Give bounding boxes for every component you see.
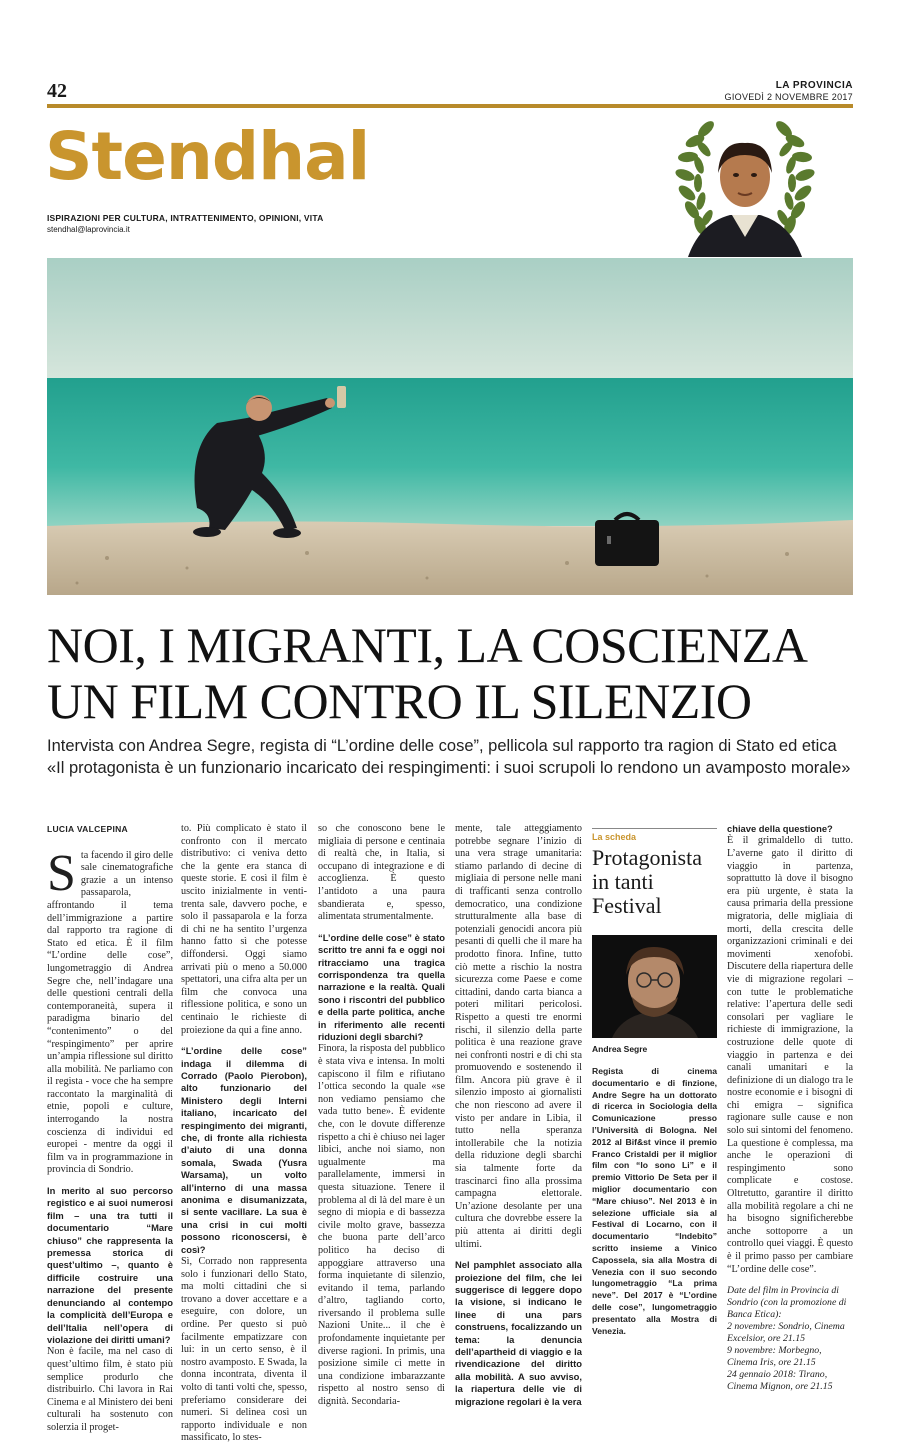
screening-dates-list: [727, 1321, 853, 1393]
masthead: [725, 80, 853, 102]
briefcase-icon: [595, 514, 659, 566]
sidebar-box: [592, 828, 717, 918]
subhead-line-2: «Il protagonista è un funzionario incaricato dei respingimenti: i suoi scrupoli lo rendono un avamposto morale»: [47, 759, 851, 777]
screening-date: 9 novembre: Morbegno, Cinema Iris, ore 21.15: [727, 1345, 822, 1369]
screening-date: 2 novembre: Sondrio, Cinema Excelsior, ore 21.15: [727, 1321, 845, 1345]
interview-question-4: Nel pamphlet associato alla proiezione del film, che lei suggerisce di leggere dopo la visione, si indicano le linee di una pars construens, focalizzando un tema: la denuncia dell’apartheid di viaggio e la rivendicazione del diritto alla mobilità. A suo avviso, la riapertura delle vie di migrazione regolari è la vera: [455, 1259, 582, 1407]
photo-caption: Andrea Segre: [592, 1044, 648, 1054]
article-column-6: [727, 823, 853, 1393]
section-email[interactable]: stendhal@laprovincia.it: [47, 225, 130, 234]
article-column-2: [181, 823, 307, 1445]
byline: LUCIA VALCEPINA: [47, 824, 128, 834]
article-column-4: [455, 823, 582, 1408]
screening-date: 24 gennaio 2018: Tirano, Cinema Mignon, ore 21.15: [727, 1369, 833, 1393]
body-paragraph: mente, tale atteggiamento potrebbe segnare l’inizio di una vera strage umanitaria: stiamo parlando di decine di migliaia di persone nelle mani di trafficanti senza controllo democratico, una condizione strutturalmente alla base di potenziali genocidi ancora più pesanti di quelli che il mare ha prodotto finora. Infine, tutto ciò mette a rischio la nostra sicurezza come Paese e come cittadini, dando carta bianca a poteri militari pericolosi. Rispetto a questi tre enormi rischi, il silenzio della parte politica è una reazione grave nei confronti nostri e di chi sta promuovendo e sostenendo il film. Ancora più grave è il silenzio imposto ai giornalisti che non riescono ad avere il visto per andare in Libia, il tutto nella speranza intollerabile che la notizia della riduzione degli sbarchi sia talmente forte da trascinarci fino alla prossima campagna elettorale. Un’azione desolante per una cultura che dovrebbe essere la più attenta ai diritti degli ultimi.: [455, 823, 582, 1250]
hero-photo-beach: [47, 258, 853, 595]
sidebar-rule: [592, 828, 717, 829]
sidebar-bio: Regista di cinema documentario e di finzione, Andre Segre ha un dottorato di ricerca in Sociologia della Comunicazione presso l’Università di Bologna. Nel 2012 al Bif&st vince il premio Franco Cristaldi per il miglior film con “Io sono Li” e il premio Vittorio De Seta per il miglior documentario con “Mare chiuso”. Nel 2013 è in selezione ufficiale sia al Festival di Locarno, con il documentario “Indebito” scritto insieme a Vinico Capossela, sia alla Mostra di Venezia con il suo secondo lungometraggio “La prima neve”. Del 2017 è “L’ordine delle cose”, lungometraggio presentato alla Mostra di Venezia.: [592, 1066, 717, 1336]
stendhal-portrait-illustration: [670, 115, 820, 257]
sidebar-title: Protagonista in tanti Festival: [592, 845, 702, 918]
andrea-segre-photo: [592, 935, 717, 1038]
article-headline: [47, 617, 857, 729]
body-paragraph: to. Più complicato è stato il confronto con il mercato distributivo: ci veniva detto che la gente era stanca di queste storie. E così il film è uscito inizialmente in venti-trenta sale, davvero poche, e solo il passaparola e la forza di chi ne ha sentito l’urgenza hanno fatto sì che potesse diffondersi. Oggi siamo arrivati più o meno a 50.000 spettatori, una cifra alta per un film che convoca una riflessione politica, e sono un centinaio le richieste di proiezione da qui a fine anno.: [181, 823, 307, 1036]
lead-text: ta facendo il giro delle sale cinematografiche grazie a un intenso passaparola, affrontando il tema dell’immigrazione a partire dal rapporto tra ragione di Stato ed etica. È il film “L’ordine delle cose”, lungometraggio di Andrea Segre che, nell’indagare una delle questioni centrali della contemporaneità, supera il paradigma binario del “contenimento” o del “respingimento” per aprire un’ampia riflessione sul diritto alla mobilità. Ne parliamo con il regista - voce che ha sempre raccontato la marginalità di etnie, popoli e culture, interrogando la nostra coscienza di individui ed europei - mentre da oggi il film va in programmazione in provincia di Sondrio.: [47, 849, 173, 1176]
interview-question-4-end: chiave della questione?: [727, 823, 833, 834]
sidebar-label: La scheda: [592, 832, 637, 842]
subhead-line-1: Intervista con Andrea Segre, regista di “L’ordine delle cose”, pellicola sul rapporto tra ragion di Stato ed etica: [47, 737, 837, 755]
headline-line-1: NOI, I MIGRANTI, LA COSCIENZA: [47, 617, 808, 673]
screening-dates-intro: Date del film in Provincia di Sondrio (con la promozione di Banca Etica):: [727, 1285, 847, 1321]
answer-paragraph: Sì, Corrado non rappresenta solo i funzionari dello Stato, ma molti cittadini che si trovano a dover accettare e a eseguire, con dolore, un ordine. Per questo si può facilmente empatizzare con lui: in un certo senso, è il nostro avamposto. E Swada, la donna incontrata, diventa il volto di tanti volti che, spesso, preferiamo considerare dei numeri. Si delinea così un rapporto individuale e non massificato, lo stes-: [181, 1256, 307, 1444]
bottle-icon: [337, 386, 346, 408]
lead-paragraph: [47, 844, 173, 1177]
article-column-1: [47, 823, 173, 1434]
answer-paragraph: Finora, la risposta del pubblico è stata viva e intensa. In molti capiscono il film e rifiutano l’ottica secondo la quale «se non vediamo pensiamo che vada tutto bene». È evidente che, con le dovute differenze rispetto a chi è chiuso nei lager libici, anche noi siamo, non ugualmente ma parallelamente, immersi in questa situazione. Tenere il problema al di là del mare è un segno di miopia e di bassezza civile molto grave, bassezza che buona parte dell’arco politico ha deciso di appoggiare attraverso una forma inquietante di silenzio, evitando il tema, parlando d’altro, tagliando corto, riversando il problema sulle Nazioni Unite... il che è profondamente inquietante per diverse ragioni. In primis, una posizione simile ci mette in una condizione imbarazzante rispetto al nostro senso di dignità. Secondaria-: [318, 1043, 445, 1408]
page-number: 42: [47, 80, 67, 102]
issue-date: GIOVEDÌ 2 NOVEMBRE 2017: [724, 92, 853, 102]
headline-line-2: UN FILM CONTRO IL SILENZIO: [47, 673, 752, 729]
interview-question-3: “L’ordine delle cose” è stato scritto tre anni fa e oggi noi ritracciamo una tragica corrispondenza tra quella narrazione e la realtà. Quali sono i riscontri del pubblico e della parte politica, anche in riferimento alle recenti riduzioni degli sbarchi?: [318, 931, 445, 1042]
interview-question-2: “L’ordine delle cose” indaga il dilemma di Corrado (Paolo Pierobon), alto funzionario del Ministero degli Interni italiano, incaricato del respingimento dei migranti, che, di fronte alla richiesta d’aiuto di una donna somala, Swada (Yusra Warsama), un volto all’interno di una massa anonima e disumanizzata, si sente vacillare. La sua è una crisi in cui molti possono riconoscersi, è così?: [181, 1045, 307, 1255]
section-title: Stendhal: [45, 118, 370, 195]
newspaper-name: LA PROVINCIA: [775, 80, 853, 91]
interview-question-1: In merito al suo percorso registico e ai suoi numerosi film – una tra tutti il documentario “Mare chiuso” che rappresenta la premessa storica di quest’ultimo –, quanto è difficile costruire una narrazione del presente denunciando al contempo la complicità dell’Europa e dell’Italia nell’opera di violazione dei diritti umani?: [47, 1185, 173, 1345]
header-rule: [47, 104, 853, 108]
article-column-3: [318, 823, 445, 1409]
body-paragraph: so che conoscono bene le migliaia di persone e centinaia di realtà che, in Italia, si occupano di integrazione e di accoglienza. È questo l’antidoto a una paura sbandierata e, spesso, alimentata strumentalmente.: [318, 823, 445, 923]
article-subhead: [47, 735, 857, 779]
section-tagline: ISPIRAZIONI PER CULTURA, INTRATTENIMENTO, OPINIONI, VITA: [47, 213, 324, 223]
drop-cap: S: [47, 844, 76, 902]
answer-paragraph: È il grimaldello di tutto. L’averne gato il diritto di viaggio in partenza, soprattutto là dove il bisogno era più urgente, è stata la causa primaria della pressione migratoria, delle migliaia di morti, della crescita delle organizzazioni criminali e dei movimenti xenofobi. Discutere della riapertura delle vie di migrazione regolari – con tutte le problematiche relative: l’apertura delle sedi consolari per vagliare le richieste di immigrazione, la costruzione delle quote di viaggio in partenza e dei canali umanitari e la definizione di un dialogo tra le nostre economie e i bisogni di chi emigra – significa ragionare sulle cause e non solo sui sintomi del fenomeno. La questione è complessa, ma anche le operazioni di respingimento sono complicate e costose. Oltretutto, garantire il diritto alla mobilità regolare a chi ne ha bisogno significherebbe anche sottoporre a un controllo quei viaggi. È questo è il primo passo per cambiare “L’ordine delle cose”.: [727, 835, 853, 1275]
answer-paragraph: Non è facile, ma nel caso di quest’ultimo film, è stato più semplice produrlo che distribuirlo. Chi lavora in Rai Cinema e al Ministero dei beni culturali ha sostenuto con solerzia il proget-: [47, 1346, 173, 1433]
